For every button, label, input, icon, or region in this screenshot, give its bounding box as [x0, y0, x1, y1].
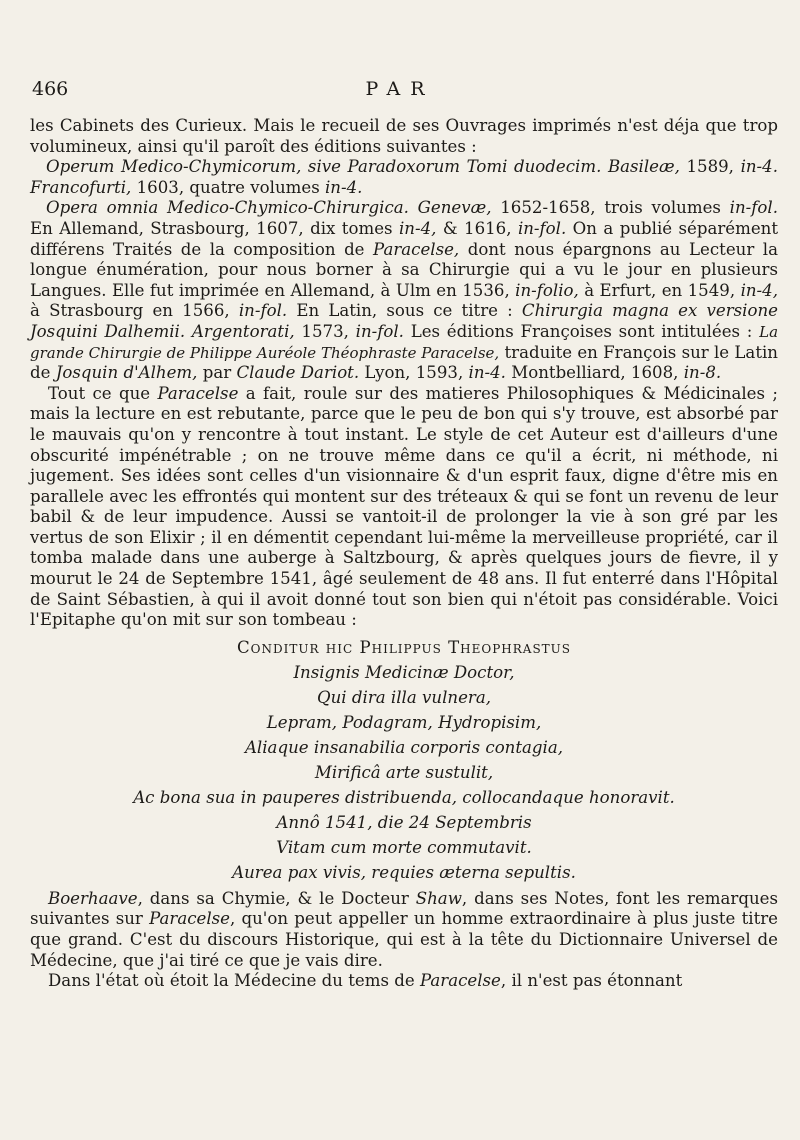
ref2-text-h: On a publié séparément différens Traités de la composition de: [30, 218, 778, 259]
epitaph-line: Aliaque insanabilia corporis contagia,: [244, 737, 564, 757]
ref2-text-z: Lyon, 1593,: [359, 363, 469, 383]
ref1-place: Francofurti,: [30, 177, 132, 197]
epitaph-line: Annô 1541, die 24 Septembris: [276, 812, 532, 832]
ref2-text-ab: Montbelliard, 1608,: [505, 363, 684, 383]
ref2-text-o: in-fol.: [238, 301, 288, 321]
ref2-title: Opera omnia Medico-Chymico-Chirurgica. Genevæ,: [46, 198, 492, 218]
closing-text-e: Paracelse: [149, 909, 230, 929]
epitaph-line: Qui dira illa vulnera,: [317, 687, 491, 707]
ref2-text-m: in-4,: [740, 280, 778, 300]
final-text-h: Paracelse: [419, 971, 501, 991]
epitaph-line: Aurea pax vivis, requies æterna sepultis.: [232, 862, 576, 882]
edition-reference-1: [30, 157, 778, 198]
closing-text-c: Shaw: [415, 888, 462, 908]
ref2-text-b: 1652-1658, trois volumes: [491, 198, 730, 218]
ref2-text-aa: in-4.: [468, 363, 506, 383]
page-number: 466: [32, 78, 69, 100]
ref2-text-p: En Latin, sous ce titre :: [287, 301, 522, 321]
paragraph-final: [30, 971, 778, 992]
page-header: [24, 78, 776, 108]
edition-reference-2: [30, 198, 778, 383]
ref2-text-ac: in-8.: [683, 363, 722, 383]
ref2-text-n: à Strasbourg en 1566,: [30, 301, 239, 321]
closing-text-d: , dans ses Notes, font les remarques suivantes sur: [30, 888, 778, 929]
ref1-format: in-4.: [740, 157, 778, 177]
ref2-text-e: in-4,: [398, 218, 437, 238]
ref2-text-t: Les éditions Françoises sont intitulées :: [403, 321, 760, 341]
paragraph-boerhaave: [30, 889, 778, 971]
ref2-text-u: La grande Chirurgie de Philippe Auréole Théophraste Paracelse,: [30, 322, 779, 362]
final-text-i: , il n'est pas étonnant: [500, 971, 683, 991]
p3-text-c: a fait, roule sur des matieres Philosophiques & Médicinales ; mais la lecture en est rebutante, parce que le peu de bon qui s'y trouve, est absorbé par le mauvais qu'on y rencontre à tout instant. Le style de cet Auteur est d'ailleurs d'une obscurité impénétrable ; on ne trouve même dans ce qu'il a écrit, ni méthode, ni jugement. Ses idées sont celles d'un visionnaire & d'un esprit faux, digne d'être mis en parallele avec les effrontés qui montent sur des tréteaux & qui se font un revenu de leur babil & de leur impudence. Aussi se vantoit-il de prolonger la vie à son gré par les vertus de son Elixir ; il en démentit cependant lui-même la merveilleuse propriété, car il tomba malade dans une auberge à Saltzbourg, & après quelques jours de fievre, il y mourut le 24 de Septembre 1541, âgé seulement de 48 ans. Il fut enterré dans l'Hôpital de Saint Sébastien, à qui il avoit donné tout son bien qui n'étoit pas considérable. Voici l'Epitaphe qu'on mit sur son tombeau :: [30, 383, 778, 630]
p3-text-b: Paracelse: [157, 383, 239, 403]
closing-text-a: Boerhaave: [48, 888, 138, 908]
ref2-text-w: Josquin d'Alhem,: [55, 363, 198, 383]
ref1-title: Operum Medico-Chymicorum, sive Paradoxorum Tomi duodecim. Basileæ,: [46, 157, 680, 177]
ref2-text-l: à Erfurt, en 1549,: [578, 280, 741, 300]
epitaph-line: Mirificâ arte sustulit,: [314, 762, 494, 782]
final-text-g: Dans l'état où étoit la Médecine du tems de: [48, 971, 420, 991]
ref2-text-x: par: [197, 363, 237, 383]
paragraph-critique: [30, 384, 778, 631]
epitaph-title: Conditur hic Philippus Theophrastus: [236, 637, 572, 657]
closing-text-f: , qu'on peut appeller un homme extraordinaire à plus juste titre que grand. C'est du discours Historique, qui est à la tête du Dictionnaire Universel de Médecine, que j'ai tiré ce que je vais dire.: [30, 909, 778, 970]
ref1-format-2: in-4.: [324, 177, 363, 197]
ref2-text-c: in-fol.: [729, 198, 778, 218]
ref2-text-k: in-folio,: [515, 280, 579, 300]
ref2-text-s: in-fol.: [355, 321, 404, 341]
epitaph-line: Vitam cum morte commutavit.: [276, 837, 532, 857]
epitaph-line: Lepram, Podagram, Hydropisim,: [266, 712, 542, 732]
body-text: [30, 116, 778, 992]
ref1-volumes: 1603, quatre volumes: [131, 177, 325, 197]
ref1-year: 1589,: [679, 157, 741, 177]
epitaph-line: Ac bona sua in pauperes distribuenda, collocandaque honoravit.: [133, 787, 675, 807]
epitaph: [30, 635, 778, 885]
ref2-text-g: in-fol.: [517, 218, 567, 238]
closing-text-b: , dans sa Chymie, & le Docteur: [137, 888, 416, 908]
running-head: PAR: [365, 78, 435, 100]
ref2-text-f: & 1616,: [436, 218, 518, 238]
ref2-text-i: Paracelse,: [373, 239, 460, 259]
ref2-text-v: traduite en François sur le Latin de: [30, 342, 778, 383]
ref2-text-q: Chirurgia magna ex versione Josquini Dalhemii. Argentorati,: [30, 301, 778, 341]
ref2-text-r: 1573,: [294, 321, 356, 341]
paragraph-intro: les Cabinets des Curieux. Mais le recueil de ses Ouvrages imprimés n'est déja que trop volumineux, ainsi qu'il paroît des éditions suivantes :: [30, 116, 778, 156]
epitaph-line: Insignis Medicinæ Doctor,: [293, 662, 515, 682]
p3-text-a: Tout ce que: [48, 383, 158, 403]
ref2-text-j: dont nous épargnons au Lecteur la longue énumération, pour nous borner à sa Chirurgie qui a vu le jour en plusieurs Langues. Elle fut imprimée en Allemand, à Ulm en 1536,: [30, 239, 778, 300]
ref2-text-d: En Allemand, Strasbourg, 1607, dix tomes: [30, 218, 399, 238]
ref2-text-y: Claude Dariot.: [236, 363, 360, 383]
